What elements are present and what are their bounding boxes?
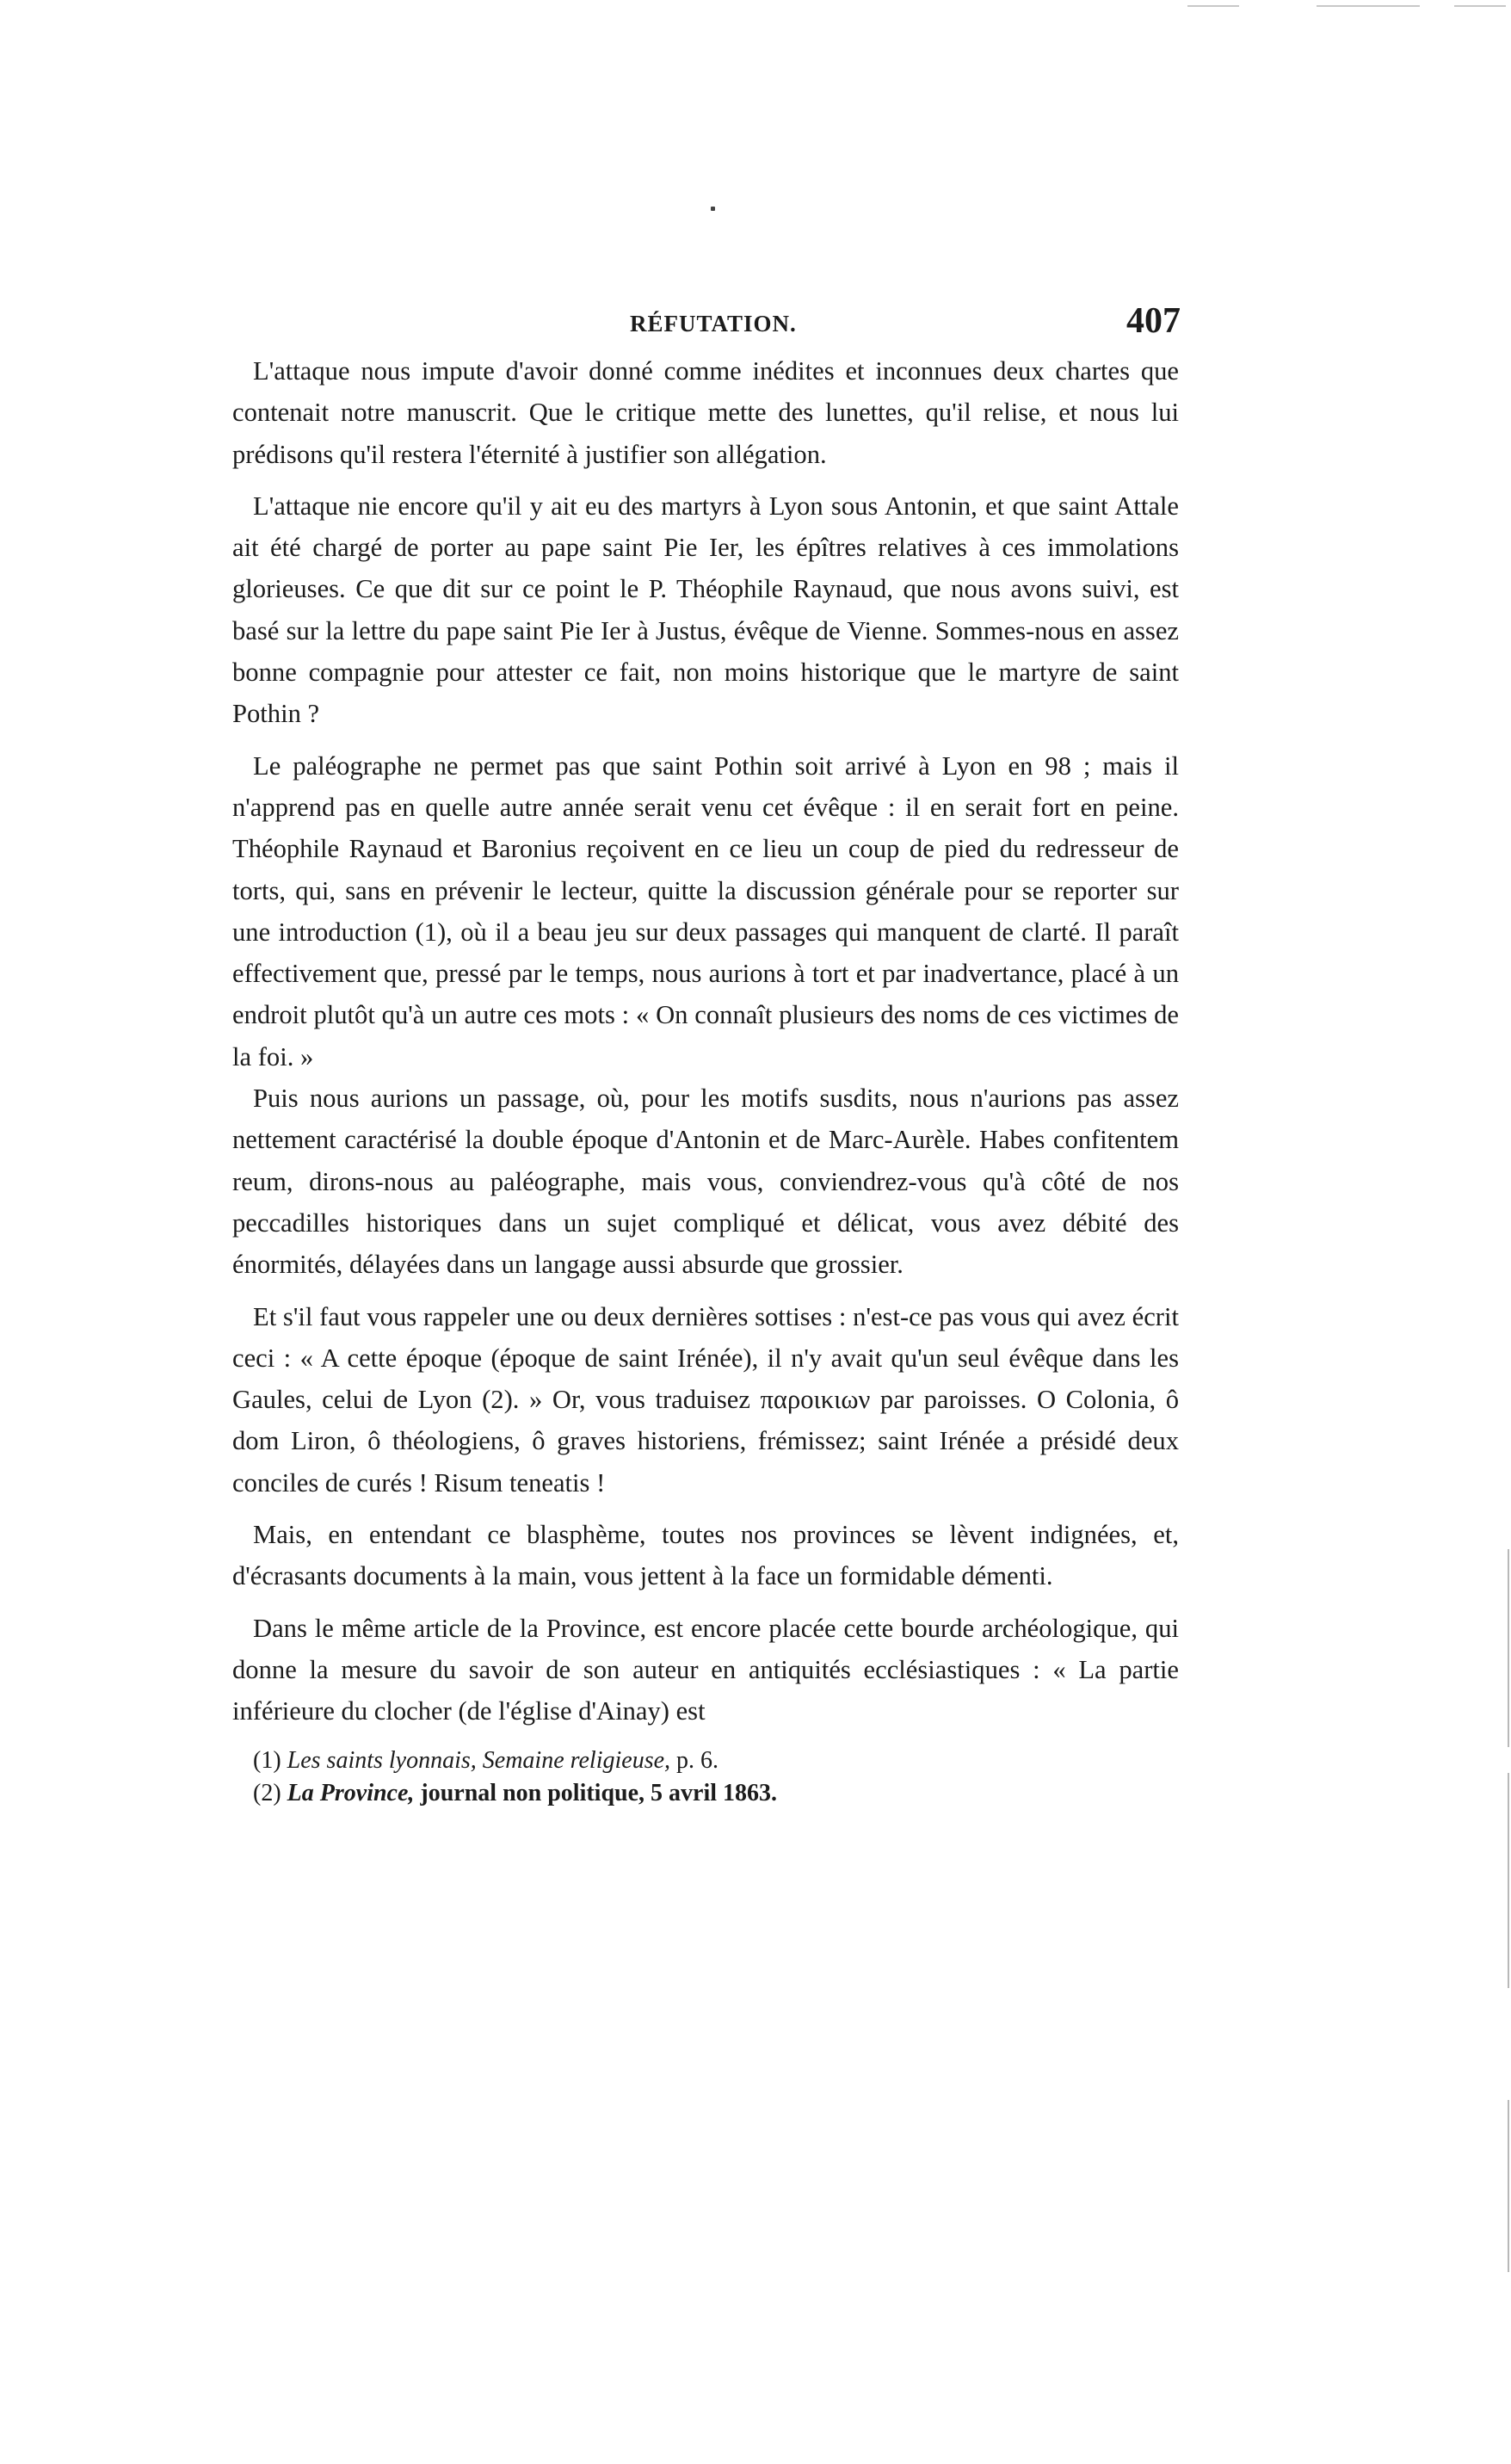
scan-edge-line xyxy=(1508,2100,1509,2272)
footnotes xyxy=(232,1745,1179,1810)
body-text xyxy=(232,350,1179,1732)
footnote-text: journal non politique, 5 avril 1863. xyxy=(420,1779,778,1806)
paragraph: L'attaque nous impute d'avoir donné comme inédites et inconnues deux chartes que contenait notre manuscrit. Que le critique mette des lunettes, qu'il relise, et nous lui prédisons qu'il restera l'éternité à justifier son allégation. xyxy=(232,356,1179,469)
running-head: RÉFUTATION. xyxy=(630,311,797,337)
footnote-mark: (2) xyxy=(253,1779,281,1806)
scan-edge-mark xyxy=(1317,5,1420,7)
scan-edge-mark xyxy=(1454,5,1506,7)
footnote-mark: (1) xyxy=(253,1746,281,1774)
paragraph: Dans le même article de la Province, est encore placée cette bourde archéologique, qui donne la mesure du savoir de son auteur en antiquités ecclésiastiques : « La partie inférieure du clocher (de l'église d'Ainay) est xyxy=(232,1613,1179,1726)
footnote-text: p. 6. xyxy=(676,1746,719,1774)
paragraph: Le paléographe ne permet pas que saint Pothin soit arrivé à Lyon en 98 ; mais il n'apprend pas en quelle autre année serait venu cet évêque : il en serait fort en peine. Théophile Raynaud et Baronius reçoivent en ce lieu un coup de pied du redresseur de torts, qui, sans en prévenir le lecteur, quitte la discussion générale pour se reporter sur une introduction (1), où il a beau jeu sur deux passages qui manquent de clarté. Il paraît effectivement que, pressé par le temps, nous aurions à tort et par inadvertance, placé à un endroit plutôt qu'à un autre ces mots : « On connaît plusieurs des noms de ces victimes de la foi. » xyxy=(232,750,1179,1071)
page-number: 407 xyxy=(1126,301,1181,341)
paragraph: Mais, en entendant ce blasphème, toutes nos provinces se lèvent indignées, et, d'écrasants documents à la main, vous jettent à la face un formidable démenti. xyxy=(232,1520,1179,1591)
paragraph: Et s'il faut vous rappeler une ou deux dernières sottises : n'est-ce pas vous qui avez écrit ceci : « A cette époque (époque de saint Irénée), il n'y avait qu'un seul évêque dans les Gaules, celui de Lyon (2). » Or, vous traduisez παροικιων par paroisses. O Colonia, ô dom Liron, ô théologiens, ô graves historiens, frémissez; saint Irénée a présidé deux conciles de curés ! Risum teneatis ! xyxy=(232,1301,1179,1498)
scan-edge-line xyxy=(1508,1773,1509,1988)
footnote-title: Les saints lyonnais, Semaine religieuse, xyxy=(287,1746,671,1774)
document-page xyxy=(232,288,1179,1810)
paragraph: Puis nous aurions un passage, où, pour les motifs susdits, nous n'aurions pas assez nettement caractérisé la double époque d'Antonin et de Marc-Aurèle. Habes confitentem reum, dirons-nous au paléographe, mais vous, conviendrez-vous qu'à côté de nos peccadilles historiques dans un sujet compliqué et délicat, vous avez débité des énormités, délayées dans un langage aussi absurde que grossier. xyxy=(232,1084,1179,1280)
footnote xyxy=(232,1745,1179,1777)
page-header xyxy=(232,288,1179,350)
paragraph: L'attaque nie encore qu'il y ait eu des martyrs à Lyon sous Antonin, et que saint Attale ait été chargé de porter au pape saint Pie Ier, les épîtres relatives à ces immolations glorieuses. Ce que dit sur ce point le P. Théophile Raynaud, que nous avons suivi, est basé sur la lettre du pape saint Pie Ier à Justus, évêque de Vienne. Sommes-nous en assez bonne compagnie pour attester ce fait, non moins historique que le martyre de saint Pothin ? xyxy=(232,491,1179,729)
scan-edge-line xyxy=(1508,1549,1509,1747)
footnote xyxy=(232,1777,1179,1810)
scan-speck xyxy=(711,207,715,211)
footnote-title: La Province, xyxy=(287,1779,415,1806)
scan-edge-mark xyxy=(1187,5,1239,7)
